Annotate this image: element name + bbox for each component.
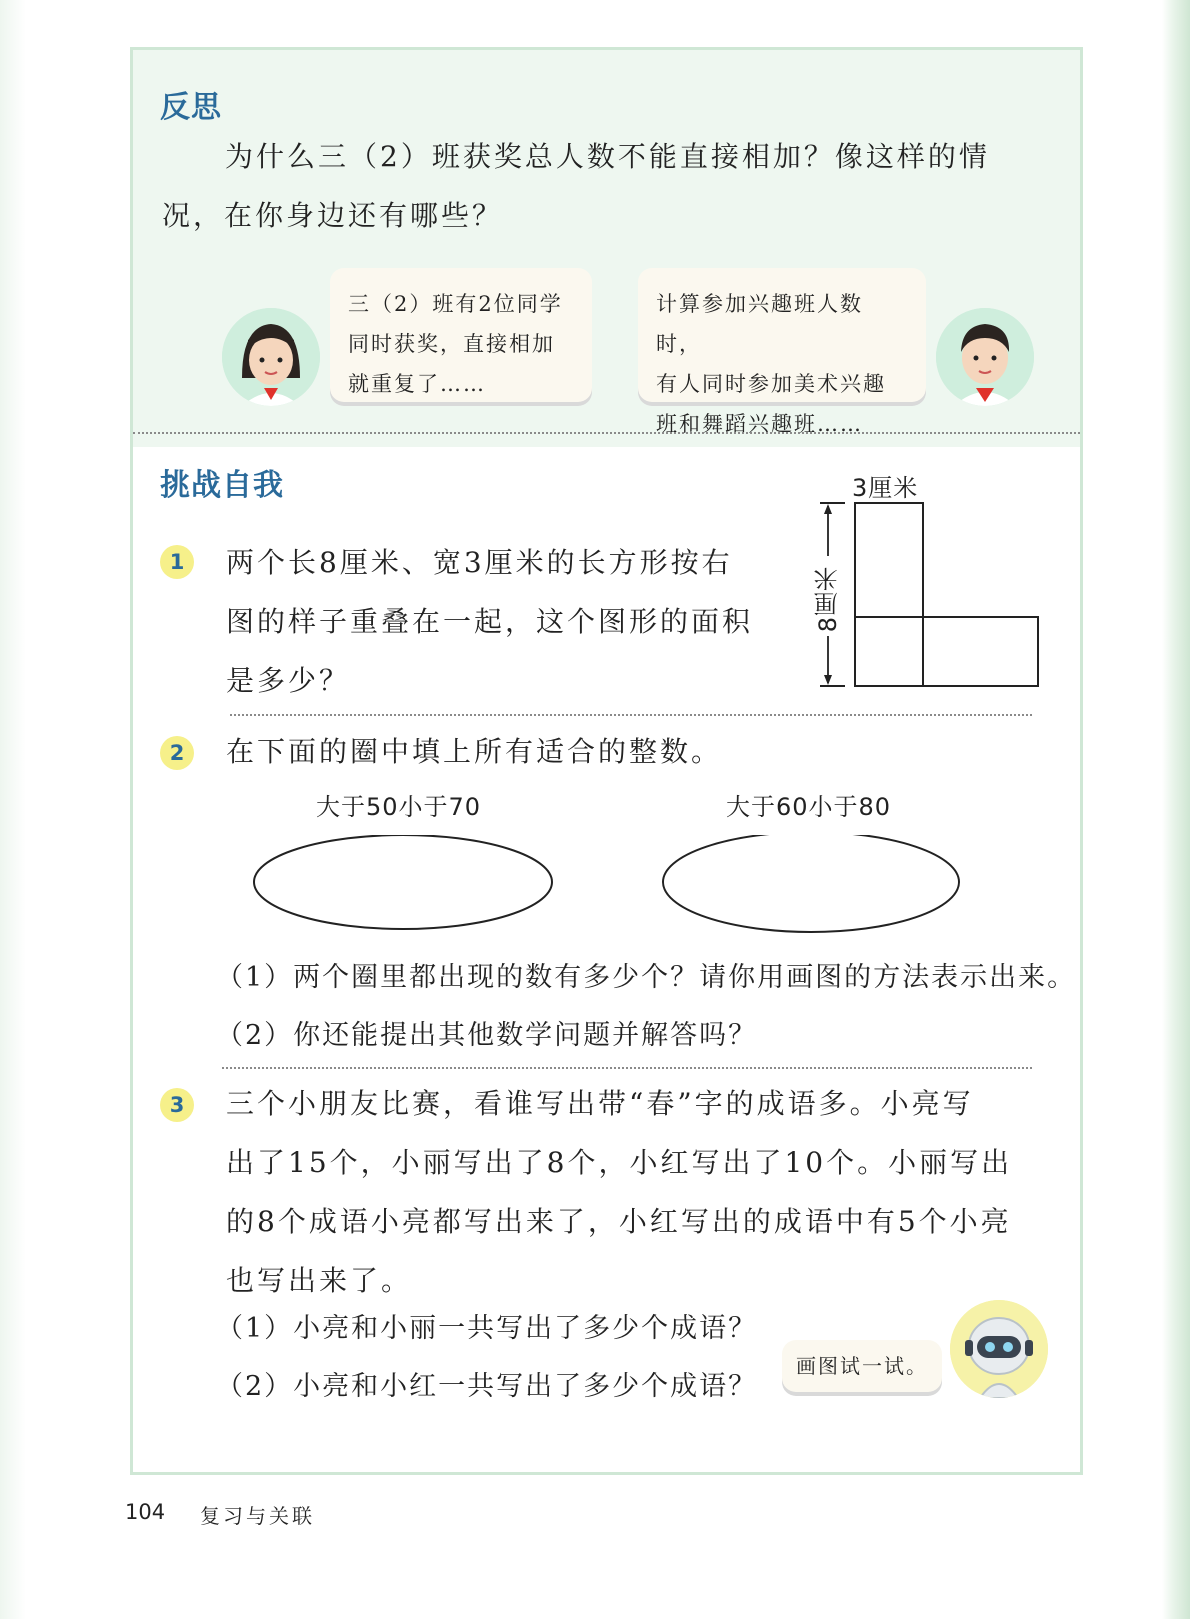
q3-line3: 的8个成语小亮都写出来了，小红写出的成语中有5个小亮 — [226, 1205, 1012, 1238]
reflect-question-line1: 为什么三（2）班获奖总人数不能直接相加？像这样的情 — [225, 140, 990, 173]
page-edge-right — [1162, 0, 1190, 1619]
robot-speech-bubble — [782, 1340, 942, 1392]
boy-avatar — [936, 308, 1034, 406]
girl-bubble-line2: 同时获奖，直接相加 — [348, 332, 555, 356]
q1-line3: 是多少？ — [226, 664, 351, 697]
q1-line2: 图的样子重叠在一起，这个图形的面积 — [226, 605, 754, 638]
overlapping-rectangles-figure — [800, 466, 1050, 696]
q3-line1: 三个小朋友比赛，看谁写出带“春”字的成语多。小亮写 — [226, 1087, 974, 1120]
section-divider — [133, 432, 1080, 434]
q3-subquestion-1: （1）小亮和小丽一共写出了多少个成语？ — [216, 1313, 758, 1344]
q2-subquestion-1: （1）两个圈里都出现的数有多少个？请你用画图的方法表示出来。 — [216, 962, 1077, 993]
q1-divider — [230, 714, 1032, 716]
question-3-badge: 3 — [160, 1088, 194, 1122]
girl-speech-bubble — [330, 268, 592, 402]
reflect-heading: 反思 — [160, 90, 222, 125]
page-number: 104 — [125, 1500, 166, 1524]
robot-avatar — [950, 1300, 1048, 1398]
robot-bubble-text: 画图试一试。 — [796, 1354, 928, 1378]
question-2-badge: 2 — [160, 736, 194, 770]
reflect-question-line2: 况，在你身边还有哪些？ — [162, 199, 504, 232]
boy-bubble-line2: 有人同时参加美术兴趣 — [656, 372, 886, 396]
q1-height-label: 8厘米 — [814, 566, 842, 633]
q3-line4: 也写出来了。 — [226, 1264, 413, 1297]
left-oval — [254, 835, 552, 929]
q3-subquestion-2: （2）小亮和小红一共写出了多少个成语？ — [216, 1371, 758, 1402]
challenge-heading: 挑战自我 — [160, 468, 284, 503]
q2-text: 在下面的圈中填上所有适合的整数。 — [226, 735, 723, 768]
q1-line1: 两个长8厘米、宽3厘米的长方形按右 — [226, 546, 733, 579]
q3-line2: 出了15个，小丽写出了8个，小红写出了10个。小丽写出 — [226, 1146, 1013, 1179]
left-circle-label: 大于50小于70 — [316, 793, 482, 821]
girl-bubble-line3: 就重复了…… — [348, 372, 486, 396]
girl-bubble-line1: 三（2）班有2位同学 — [348, 292, 563, 316]
q1-width-label: 3厘米 — [852, 474, 919, 502]
girl-avatar — [222, 308, 320, 406]
chapter-title: 复习与关联 — [200, 1504, 315, 1528]
q2-subquestion-2: （2）你还能提出其他数学问题并解答吗？ — [216, 1020, 758, 1051]
page-edge-left — [0, 0, 26, 1619]
boy-bubble-line3: 班和舞蹈兴趣班…… — [656, 412, 863, 436]
number-ovals — [245, 835, 975, 945]
boy-bubble-line1: 计算参加兴趣班人数时， — [656, 292, 863, 356]
boy-speech-bubble — [638, 268, 926, 436]
right-circle-label: 大于60小于80 — [726, 793, 892, 821]
question-1-badge: 1 — [160, 545, 194, 579]
right-oval — [663, 835, 959, 932]
q2-divider — [222, 1067, 1032, 1069]
